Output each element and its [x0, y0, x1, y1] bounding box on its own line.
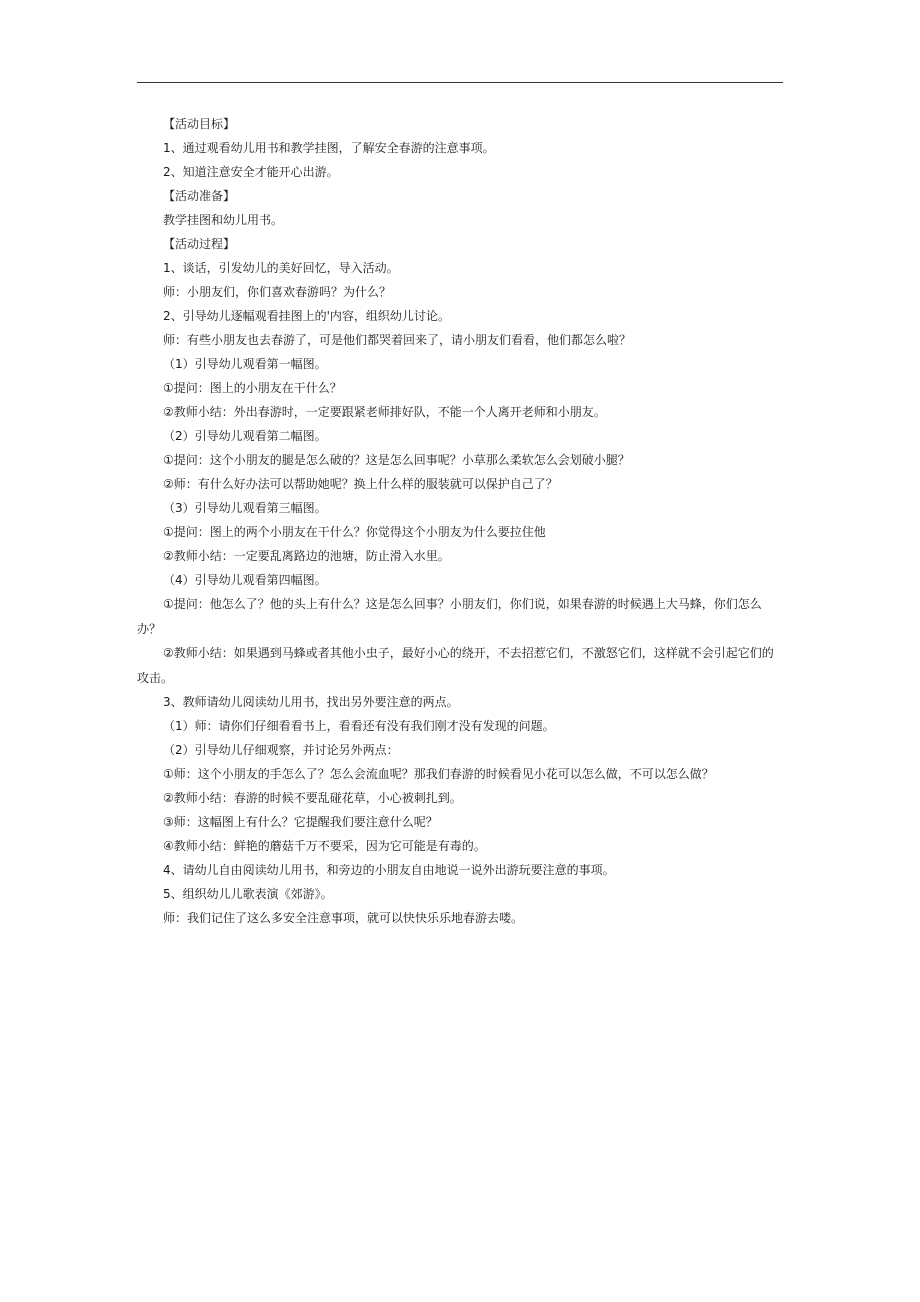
sub-step: （3）引导幼儿观看第三幅图。 — [163, 501, 327, 515]
paragraph-wrapped: ①提问：他怎么了？他的头上有什么？这是怎么回事？小朋友们，你们说，如果春游的时候遇上大马蜂，你们怎么办？ — [137, 597, 762, 636]
sub-step: （1）引导幼儿观看第一幅图。 — [163, 357, 327, 371]
paragraph-line: ②教师小结：外出春游时，一定要跟紧老师排好队，不能一个人离开老师和小朋友。 — [163, 405, 606, 419]
paragraph-line: ④教师小结：鲜艳的蘑菇千万不要采，因为它可能是有毒的。 — [163, 839, 486, 853]
paragraph-line: ①提问：图上的小朋友在干什么？ — [163, 381, 342, 395]
paragraph-line: ②师：有什么好办法可以帮助她呢？换上什么样的服装就可以保护自己了？ — [163, 477, 558, 491]
paragraph-line: 师：有些小朋友也去春游了，可是他们都哭着回来了，请小朋友们看看，他们都怎么啦？ — [163, 333, 632, 347]
sub-step: （2）引导幼儿仔细观察，并讨论另外两点： — [163, 743, 399, 757]
sub-step: （4）引导幼儿观看第四幅图。 — [163, 573, 327, 587]
process-step-1: 1、谈话，引发幼儿的美好回忆，导入活动。 — [163, 261, 399, 275]
goal-item-2: 2、知道注意安全才能开心出游。 — [163, 165, 339, 179]
paragraph-line: ②教师小结：一定要乱离路边的池塘，防止滑入水里。 — [163, 549, 450, 563]
paragraph-line: ①师：这个小朋友的手怎么了？怎么会流血呢？那我们春游的时候看见小花可以怎么做，不可以怎么做？ — [163, 767, 714, 781]
header-rule — [137, 82, 783, 83]
preparation-text: 教学挂图和幼儿用书。 — [163, 213, 284, 227]
document-body — [137, 112, 783, 930]
process-step-4: 4、请幼儿自由阅读幼儿用书，和旁边的小朋友自由地说一说外出游玩要注意的事项。 — [163, 863, 615, 877]
paragraph-line: ③师：这幅图上有什么？它提醒我们要注意什么呢？ — [163, 815, 438, 829]
paragraph-line: ②教师小结：春游的时候不要乱碰花草，小心被刺扎到。 — [163, 791, 462, 805]
process-step-2: 2、引导幼儿逐幅观看挂图上的'内容，组织幼儿讨论。 — [163, 309, 450, 323]
process-step-5: 5、组织幼儿儿歌表演《郊游》。 — [163, 887, 333, 901]
sub-step: （2）引导幼儿观看第二幅图。 — [163, 429, 327, 443]
closing-line: 师：我们记住了这么多安全注意事项，就可以快快乐乐地春游去喽。 — [163, 911, 524, 925]
section-heading-process: 【活动过程】 — [163, 237, 236, 251]
paragraph-line: 师：小朋友们，你们喜欢春游吗？为什么？ — [163, 285, 392, 299]
paragraph-line: ①提问：这个小朋友的腿是怎么破的？这是怎么回事呢？小草那么柔软怎么会划破小腿？ — [163, 453, 630, 467]
paragraph-wrapped: ②教师小结：如果遇到马蜂或者其他小虫子，最好小心的绕开，不去招惹它们，不激怒它们，这样就不会引起它们的攻击。 — [137, 646, 774, 685]
section-heading-preparation: 【活动准备】 — [163, 189, 236, 203]
goal-item-1: 1、通过观看幼儿用书和教学挂图，了解安全春游的注意事项。 — [163, 141, 495, 155]
sub-step: （1）师：请你们仔细看看书上，看看还有没有我们刚才没有发现的问题。 — [163, 719, 555, 733]
paragraph-line: ①提问：图上的两个小朋友在干什么？你觉得这个小朋友为什么要拉住他 — [163, 525, 546, 539]
process-step-3: 3、教师请幼儿阅读幼儿用书，找出另外要注意的两点。 — [163, 695, 459, 709]
section-heading-goals: 【活动目标】 — [163, 117, 236, 131]
